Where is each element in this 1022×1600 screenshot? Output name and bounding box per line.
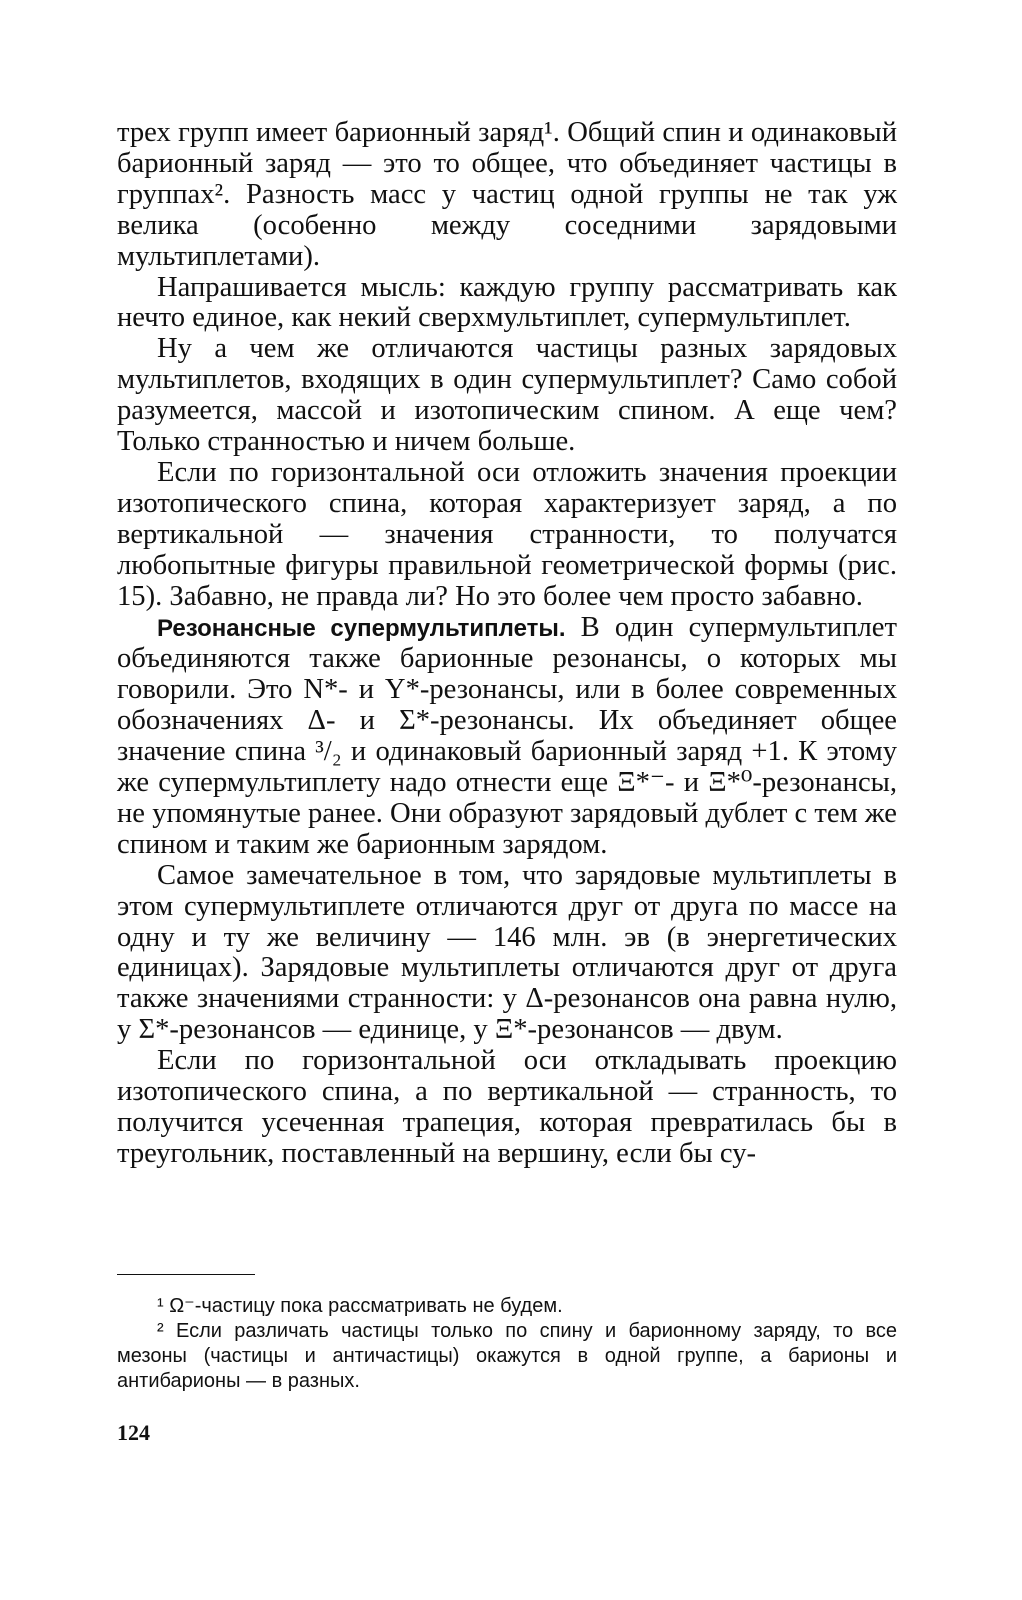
paragraph-4: Если по горизонтальной оси отложить значения проекции изотопического спина, которая характеризует заряд, а по вертикальной — значения странности, то получатся любопытные фигуры правильной геометрической формы (рис. 15). Забавно, не правда ли? Но это более чем просто забавно. [117, 456, 897, 612]
paragraph-6: Самое замечательное в том, что зарядовые мультиплеты в этом супермультиплете отличаются друг от друга по массе на одну и ту же величину — 146 млн. эв (в энергетических единицах). Зарядовые мультиплеты отличаются друг от друга также значениями странности: у Δ-резонансов она равна нулю, у Σ*-резонансов — единице, у Ξ*-резонансов — двум. [117, 859, 897, 1046]
paragraph-1: трех групп имеет барионный заряд¹. Общий спин и одинаковый барионный заряд — это то общее, что объединяет частицы в группах². Разность масс у частиц одной группы не так уж велика (особенно между соседними зарядовыми мультиплетами). [117, 117, 897, 272]
page-number: 124 [117, 1420, 150, 1445]
main-text [117, 118, 897, 1170]
footnote-2: ² Если различать частицы только по спину и барионному заряду, то все мезоны (частицы и античастицы) окажутся в одной группе, а барионы и антибарионы — в разных. [117, 1320, 897, 1392]
paragraph-7: Если по горизонтальной оси откладывать проекцию изотопического спина, а по вертикальной — странность, то получится усеченная трапеция, которая превратилась бы в треугольник, поставленный на вершину, если бы су- [117, 1045, 897, 1169]
paragraph-5 [117, 613, 897, 861]
paragraph-3: Ну а чем же отличаются частицы разных зарядовых мультиплетов, входящих в один супермультиплет? Само собой разумеется, массой и изотопическим спином. А еще чем? Только странностью и ничем больше. [117, 333, 897, 458]
section-heading: Резонансные супермультиплеты. [157, 614, 566, 642]
footnotes [117, 1294, 897, 1394]
footnote-divider [117, 1274, 255, 1275]
footnote-1: ¹ Ω⁻-частицу пока рассматривать не будем. [157, 1295, 563, 1317]
paragraph-2: Напрашивается мысль: каждую группу рассматривать как нечто единое, как некий сверхмультиплет, супермультиплет. [117, 271, 897, 334]
paragraph-5-text: В один супермультиплет объединяются также барионные резонансы, о которых мы говорили. Это N*- и Y*-резонансы, или в более современных обозначениях Δ- и Σ*-резонансы. Их объединяет общее значение спина ³/₂ и одинаковый барионный заряд +1. К этому же супермультиплету надо отнести еще Ξ*⁻- и Ξ*⁰-резонансы, не упомянутые ранее. Они образуют зарядовый дублет с тем же спином и таким же барионным зарядом. [117, 611, 897, 860]
